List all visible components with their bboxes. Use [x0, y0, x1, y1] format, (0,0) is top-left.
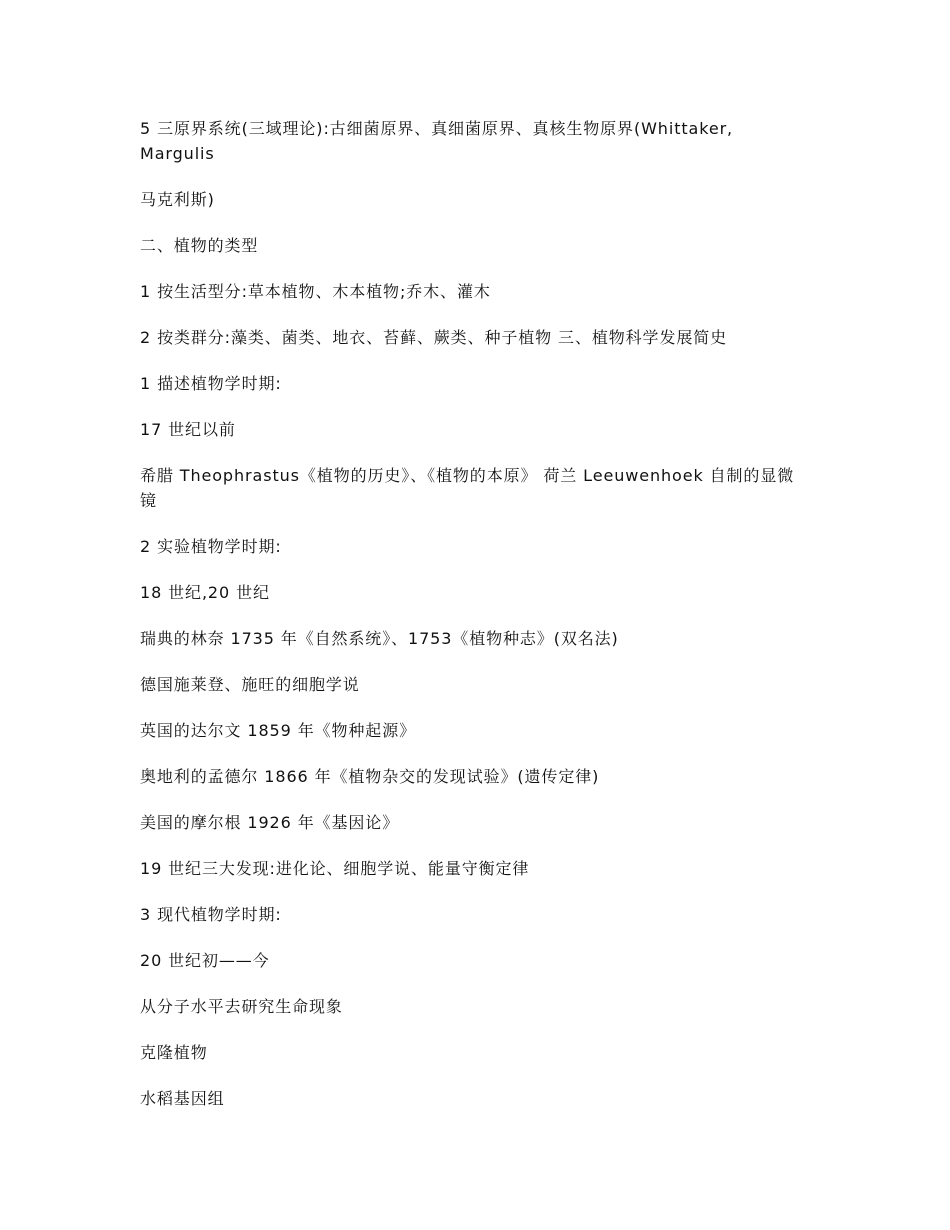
paragraph-mendel: 奥地利的孟德尔 1866 年《植物杂交的发现试验》(遗传定律) — [140, 767, 600, 786]
paragraph-rice-genome: 水稻基因组 — [140, 1089, 225, 1108]
paragraph-20th-to-now: 20 世纪初——今 — [140, 951, 270, 970]
paragraph-margulis: 马克利斯) — [140, 190, 215, 209]
paragraph-molecular-level: 从分子水平去研究生命现象 — [140, 997, 343, 1016]
paragraph-groups: 2 按类群分:藻类、菌类、地衣、苔藓、蕨类、种子植物 三、植物科学发展简史 — [140, 328, 728, 347]
paragraph-experimental-period: 2 实验植物学时期: — [140, 537, 282, 556]
paragraph-cell-theory: 德国施莱登、施旺的细胞学说 — [140, 675, 360, 694]
paragraph-clone-plants: 克隆植物 — [140, 1043, 208, 1062]
paragraph-three-discoveries: 19 世纪三大发现:进化论、细胞学说、能量守衡定律 — [140, 859, 530, 878]
paragraph-descriptive-period: 1 描述植物学时期: — [140, 374, 282, 393]
paragraph-darwin: 英国的达尔文 1859 年《物种起源》 — [140, 721, 416, 740]
paragraph-three-kingdoms: 5 三原界系统(三域理论):古细菌原界、真细菌原界、真核生物原界(Whittaker, Margulis — [140, 119, 734, 163]
paragraph-morgan: 美国的摩尔根 1926 年《基因论》 — [140, 813, 400, 832]
paragraph-18th-20th: 18 世纪,20 世纪 — [140, 583, 270, 602]
paragraph-life-form: 1 按生活型分:草本植物、木本植物;乔木、灌木 — [140, 282, 491, 301]
paragraph-theophrastus: 希腊 Theophrastus《植物的历史》、《植物的本原》 荷兰 Leeuwenhoek 自制的显微镜 — [140, 466, 795, 510]
paragraph-before-17th: 17 世纪以前 — [140, 420, 236, 439]
paragraph-modern-period: 3 现代植物学时期: — [140, 905, 282, 924]
heading-plant-types: 二、植物的类型 — [140, 236, 259, 255]
document-body — [140, 116, 805, 1132]
paragraph-linnaeus: 瑞典的林奈 1735 年《自然系统》、1753《植物种志》(双名法) — [140, 629, 619, 648]
